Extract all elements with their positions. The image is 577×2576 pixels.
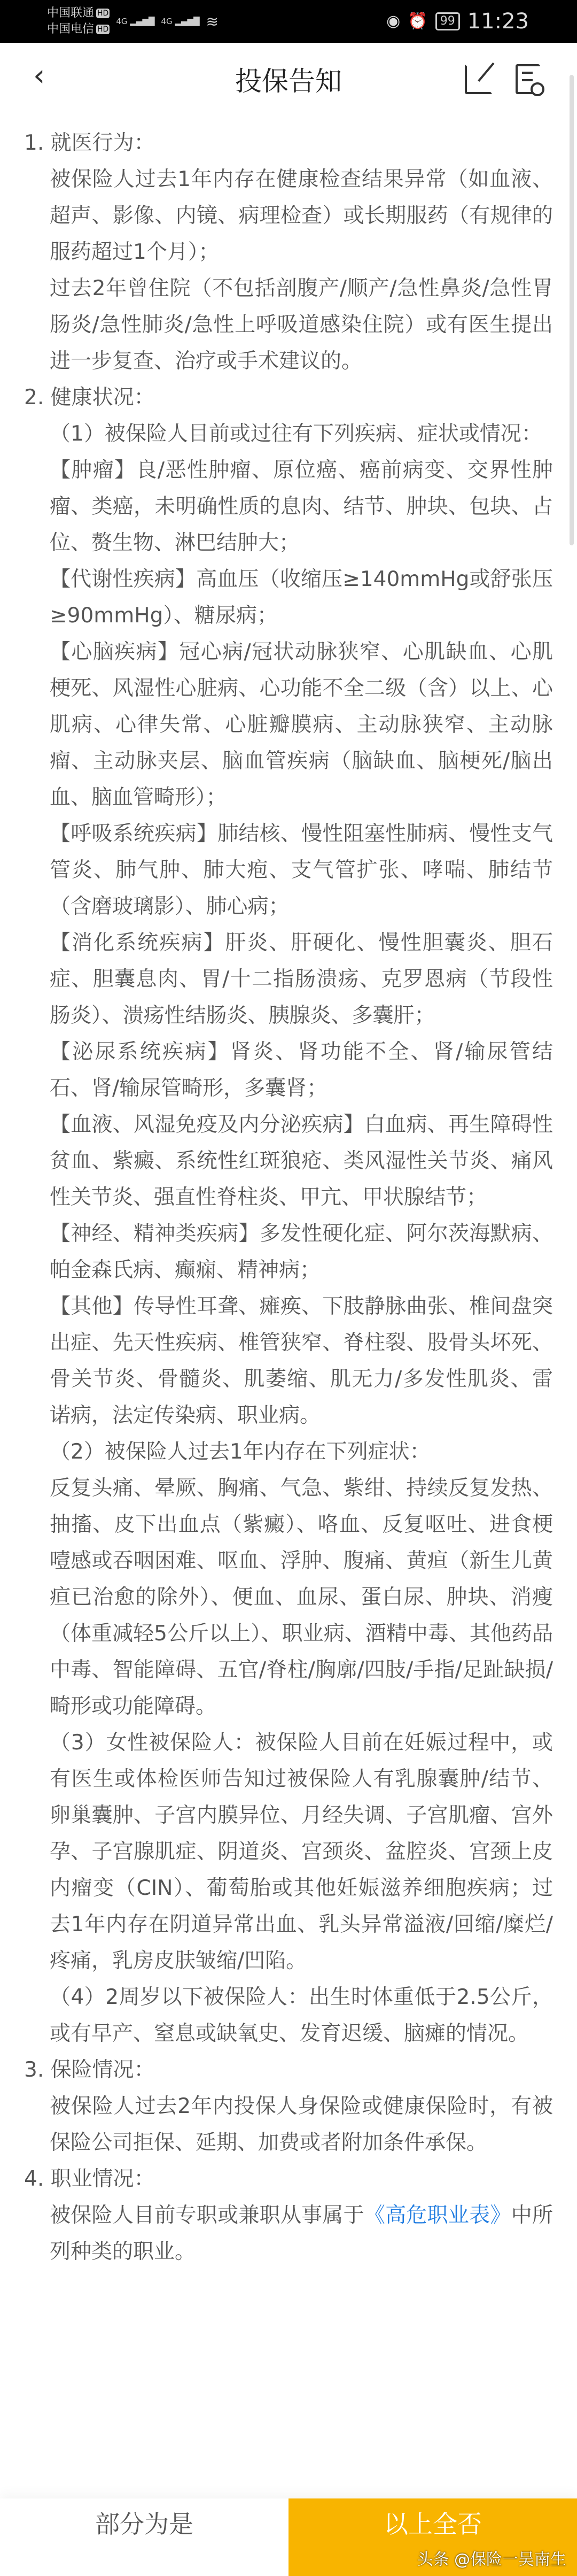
- high-risk-occupation-link[interactable]: 《高危职业表》: [364, 2203, 511, 2227]
- back-icon[interactable]: ‹: [33, 58, 45, 93]
- section-paragraph: 【血液、风湿免疫及内分泌疾病】白血病、再生障碍性贫血、紫癜、系统性红斑狼疮、类风湿性关节炎、痛风性关节炎、强直性脊柱炎、甲亢、甲状腺结节；: [50, 1113, 553, 1209]
- hd-badge: HD: [97, 25, 109, 34]
- section-paragraph: 过去2年曾住院（不包括剖腹产/顺产/急性鼻炎/急性胃肠炎/急性肺炎/急性上呼吸道感染住院）或有医生提出进一步复查、治疗或手术建议的。: [50, 276, 553, 373]
- eye-comfort-icon: ◉: [386, 12, 401, 30]
- section-paragraph: 反复头痛、晕厥、胸痛、气急、紫绀、持续反复发热、抽搐、皮下出血点（紫癜）、咯血、反复呕吐、进食梗噎感或吞咽困难、呕血、浮肿、腹痛、黄疸（新生儿黄疸已治愈的除外）、便血、血尿、蛋白尿、肿块、消瘦（体重减轻5公斤以上）、职业病、酒精中毒、其他药品中毒、智能障碍、五官/脊柱/胸廓/四肢/手指/足趾缺损/畸形或功能障碍。: [50, 1476, 553, 1718]
- section-paragraph: （1）被保险人目前或过往有下列疾病、症状或情况：: [50, 422, 542, 446]
- section-paragraph: 【消化系统疾病】肝炎、肝硬化、慢性胆囊炎、胆石症、胆囊息肉、胃/十二指肠溃疡、克罗恩病（节段性肠炎）、溃疡性结肠炎、胰腺炎、多囊肝；: [50, 931, 553, 1028]
- watermark: 头条 @保险一吴南生: [417, 2550, 566, 2569]
- section-paragraph: 【其他】传导性耳聋、瘫痪、下肢静脉曲张、椎间盘突出症、先天性疾病、椎管狭窄、脊柱裂、股骨头坏死、骨关节炎、骨髓炎、肌萎缩、肌无力/多发性肌炎、雷诺病，法定传染病、职业病。: [50, 1294, 553, 1428]
- partial-yes-button[interactable]: 部分为是: [0, 2498, 288, 2576]
- section-paragraph: 【代谢性疾病】高血压（收缩压≥140mmHg或舒张压≥90mmHg）、糖尿病；: [50, 567, 553, 628]
- footer-actions: [0, 2498, 577, 2576]
- page-title: 投保告知: [235, 66, 342, 97]
- paragraph-text: 被保险人目前专职或兼职从事属于: [50, 2203, 364, 2227]
- signal-icon: 4G ▂▄▆█: [161, 17, 200, 26]
- carrier-1: 中国联通: [47, 6, 95, 20]
- carrier-2: 中国电信: [47, 22, 95, 36]
- signal-icon: 4G ▂▄▆█: [116, 17, 155, 26]
- section-paragraph: 【肿瘤】良/恶性肿瘤、原位癌、癌前病变、交界性肿瘤、类癌，未明确性质的息肉、结节、肿块、包块、占位、赘生物、淋巴结肿大；: [50, 458, 553, 555]
- section-paragraph: 被保险人过去1年内存在健康检查结果异常（如血液、超声、影像、内镜、病理检查）或长期服药（有规律的服药超过1个月）；: [50, 167, 553, 264]
- section-paragraph: 被保险人过去2年内投保人身保险或健康保险时，有被保险公司拒保、延期、加费或者附加条件承保。: [50, 2094, 553, 2155]
- wifi-icon: ≋: [206, 12, 219, 30]
- network-type: 4G: [161, 17, 173, 26]
- status-left: [47, 5, 219, 37]
- network-type: 4G: [116, 17, 128, 26]
- status-bar: [0, 0, 577, 43]
- section-heading: 4. 职业情况：: [24, 2167, 155, 2191]
- section-paragraph: 【心脑疾病】冠心病/冠状动脉狭窄、心肌缺血、心肌梗死、风湿性心脏病、心功能不全二级（含）以上、心肌病、心律失常、心脏瓣膜病、主动脉狭窄、主动脉瘤、主动脉夹层、脑血管疾病（脑缺血、脑梗死/脑出血、脑血管畸形）；: [50, 640, 553, 809]
- section-heading: 1. 就医行为：: [24, 131, 155, 155]
- alarm-icon: ⏰: [408, 12, 428, 30]
- hd-badge: HD: [97, 9, 109, 18]
- section-paragraph: 【泌尿系统疾病】肾炎、肾功能不全、肾/输尿管结石、肾/输尿管畸形，多囊肾；: [50, 1040, 553, 1100]
- section-paragraph: （2）被保险人过去1年内存在下列症状：: [50, 1440, 431, 1464]
- section-paragraph: [24, 2197, 553, 2270]
- section-heading: 3. 保险情况：: [24, 2058, 155, 2082]
- battery-icon: 99: [435, 12, 460, 30]
- section-paragraph: 【神经、精神类疾病】多发性硬化症、阿尔茨海默病、帕金森氏病、癫痫、精神病；: [50, 1222, 553, 1282]
- section-paragraph: （4）2周岁以下被保险人：出生时体重低于2.5公斤，或有早产、窒息或缺氧史、发育迟缓、脑瘫的情况。: [50, 1985, 553, 2046]
- document-search-icon[interactable]: [516, 64, 540, 94]
- notice-content: [24, 125, 553, 2270]
- share-icon[interactable]: [465, 64, 493, 94]
- carrier-info: [47, 5, 110, 37]
- scrollbar[interactable]: [570, 75, 574, 545]
- paragraph-text: 中所列种类的职业。: [50, 2203, 553, 2264]
- section-heading: 2. 健康状况：: [24, 385, 155, 410]
- nav-bar: [0, 43, 577, 107]
- clock: 11:23: [467, 9, 529, 34]
- section-paragraph: （3）女性被保险人：被保险人目前在妊娠过程中，或有医生或体检医师告知过被保险人有乳腺囊肿/结节、卵巢囊肿、子宫内膜异位、月经失调、子宫肌瘤、宫外孕、子宫腺肌症、阴道炎、宫颈炎、盆腔炎、宫颈上皮内瘤变（CIN）、葡萄胎或其他妊娠滋养细胞疾病；过去1年内存在阴道异常出血、乳头异常溢液/回缩/糜烂/疼痛，乳房皮肤皱缩/凹陷。: [50, 1731, 553, 1973]
- all-no-button[interactable]: 以上全否: [288, 2498, 577, 2576]
- section-paragraph: 【呼吸系统疾病】肺结核、慢性阻塞性肺病、慢性支气管炎、肺气肿、肺大疱、支气管扩张、哮喘、肺结节（含磨玻璃影）、肺心病；: [50, 822, 553, 919]
